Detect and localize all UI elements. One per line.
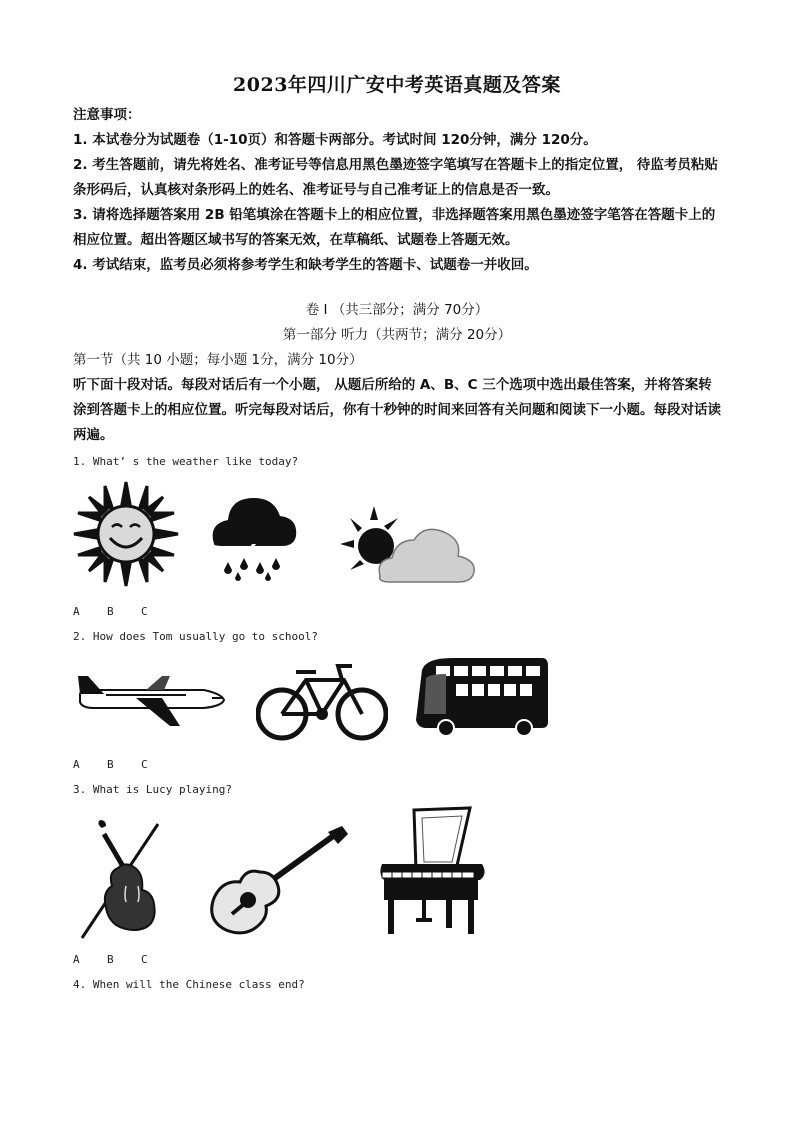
notes-heading: 注意事项： [73, 107, 141, 123]
option-a: A [73, 758, 80, 771]
note-item: 3. 请将选择题答案用 2B 铅笔填涂在答题卡上的相应位置，非选择题答案用黑色墨迹签字笔答在答题卡上的相应位置。超出答题区域书写的答案无效，在草稿纸、试题卷上答题无效。 [73, 207, 716, 248]
notes-section [73, 103, 723, 278]
question-2: 2. How does Tom usually go to school? [73, 630, 319, 643]
listening-instructions: 听下面十段对话。每段对话后有一个小题， 从题后所给的 A、B、C 三个选项中选出最佳答案，并将答案转涂到答题卡上的相应位置。听完每段对话后，你有十秒钟的时间来回答有关问题和阅读下一小题。每段对话读两遍。 [73, 377, 721, 443]
question-2-options [73, 758, 175, 771]
option-b: B [107, 953, 114, 966]
option-c: C [141, 953, 148, 966]
option-b: B [107, 758, 114, 771]
question-3-options [73, 953, 175, 966]
note-item: 4. 考试结束，监考员必须将参考学生和缺考学生的答题卡、试题卷一并收回。 [73, 257, 538, 273]
option-c: C [141, 758, 148, 771]
note-item: 2. 考生答题前，请先将姓名、准考证号等信息用黑色墨迹签字笔填写在答题卡上的指定位置， 待监考员粘贴条形码后，认真核对条形码上的姓名、准考证号与自己准考证上的信息是否一致。 [73, 157, 718, 198]
page-title: 2023年四川广安中考英语真题及答案 [233, 74, 561, 96]
option-a: A [73, 605, 80, 618]
guitar-icon [208, 824, 352, 936]
option-a: A [73, 953, 80, 966]
option-c: C [141, 605, 148, 618]
question-4: 4. When will the Chinese class end? [73, 978, 305, 991]
rain-cloud-icon [206, 486, 302, 582]
option-b: B [107, 605, 114, 618]
airplane-icon [76, 672, 228, 728]
question-1-options [73, 605, 175, 618]
section-heading: 第一节（共 10 小题；每小题 1分，满分 10分） [73, 352, 363, 368]
question-3: 3. What is Lucy playing? [73, 783, 232, 796]
sun-icon [72, 480, 180, 588]
piano-icon [376, 806, 486, 942]
bus-icon [416, 656, 550, 740]
sun-cloud-icon [340, 506, 480, 590]
paper-heading: 卷 I （共三部分；满分 70分） [305, 302, 489, 318]
violin-icon [76, 820, 184, 942]
bicycle-icon [256, 658, 388, 742]
note-item: 1. 本试卷分为试题卷（1-10页）和答题卡两部分。考试时间 120分钟，满分 120分。 [73, 132, 597, 148]
part-heading: 第一部分 听力（共两节；满分 20分） [282, 327, 512, 343]
question-1: 1. What’ s the weather like today? [73, 455, 299, 468]
